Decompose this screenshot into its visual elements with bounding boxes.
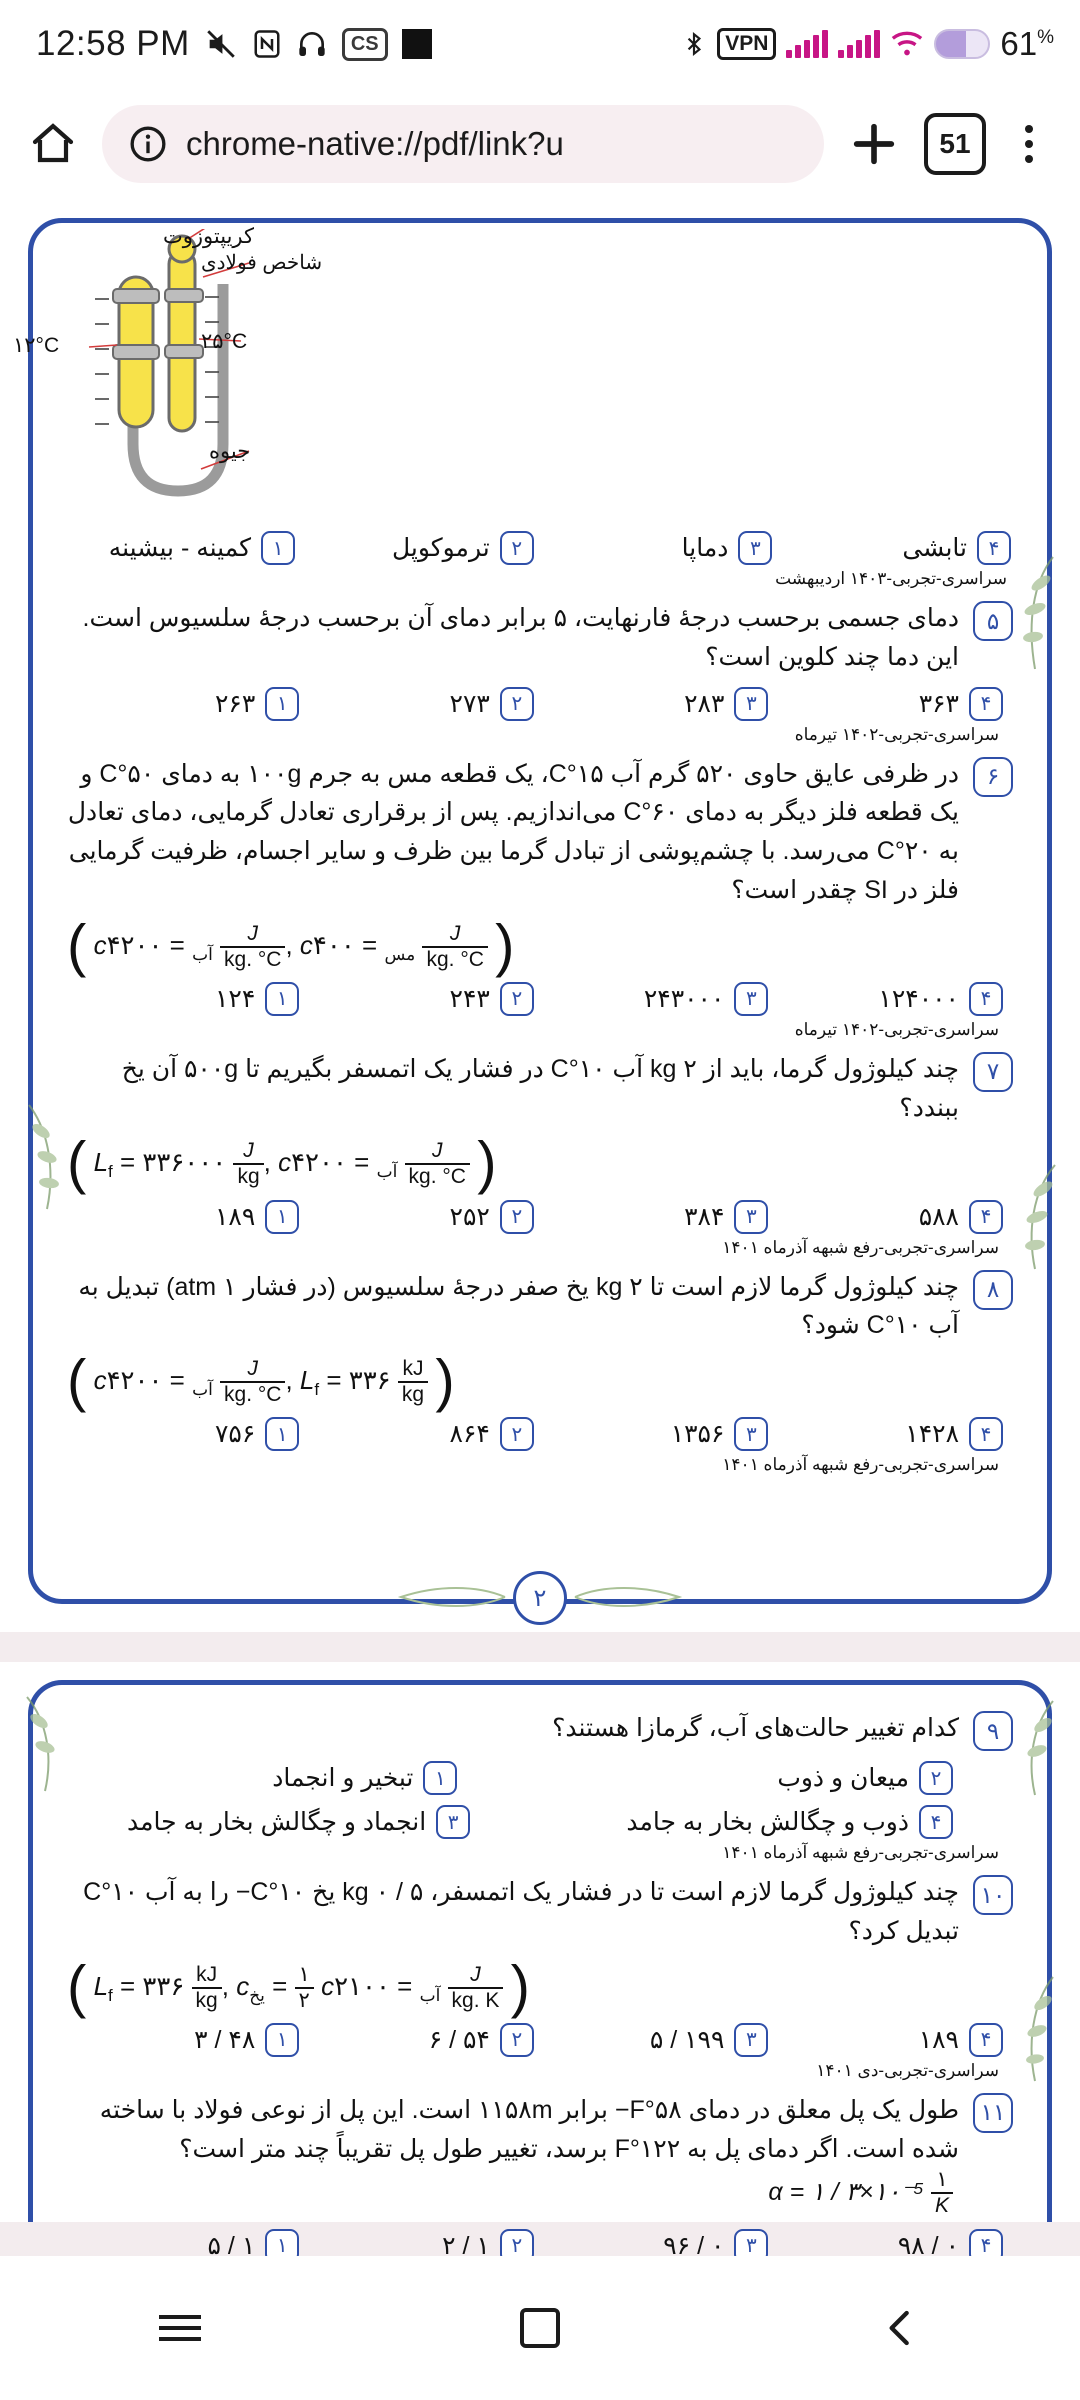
formula-unit-den: kg. °C <box>408 1165 466 1189</box>
formula-unit-den: kg. K <box>451 1988 500 2012</box>
status-bar-left <box>36 24 432 64</box>
formula-subscript: یخ <box>249 1985 265 2005</box>
option-label: ۰ / ۹۸ <box>897 2231 959 2256</box>
formula-frac-den: ۲ <box>298 1988 310 2012</box>
fig-label-mercury: جیوه <box>209 440 251 463</box>
option-4[interactable]: ۴ ۵۸۸ <box>781 1200 1003 1234</box>
formula-subscript: آب <box>419 1985 441 2005</box>
option-1[interactable]: ۱ ۲۶۳ <box>77 687 299 721</box>
formula-symbol: L <box>93 1970 109 2001</box>
formula-value: ۴۲۰۰ <box>291 1147 347 1178</box>
question-number: ۶ <box>973 757 1013 797</box>
option-label: تبخیر و انجماد <box>272 1764 414 1792</box>
question-number: ۱۰ <box>973 1875 1013 1915</box>
formula-value: ۴۰۰ <box>312 929 355 960</box>
formula-symbol: c <box>93 929 107 960</box>
question-number: ۹ <box>973 1711 1013 1751</box>
battery-icon <box>934 29 990 59</box>
signal-icon <box>786 30 828 58</box>
question-formula: ( c $_{آب}$ = ۴۲۰۰ $\frac{J}{kg. ^\circ C}$ , c $_{مس}$ = ۴۰۰ $\frac{J}{kg. ^\circ C}$ ) <box>67 913 515 979</box>
option-3[interactable]: ۳ ۳۸۴ <box>546 1200 768 1234</box>
battery-percent: 61% <box>1000 25 1054 62</box>
pdf-content <box>33 1685 1047 2256</box>
formula-symbol: c <box>278 1147 292 1178</box>
formula-value: ۳۳۶ <box>142 1970 185 2001</box>
option-label: ترموکوپل <box>391 534 490 562</box>
option-label: ۲۴۳ <box>449 984 490 1013</box>
formula-subscript: آب <box>376 1162 398 1182</box>
formula-unit-den: kg. °C <box>224 1383 282 1407</box>
formula-unit-den: kg. °C <box>426 947 484 971</box>
question-10 <box>59 1873 1021 2081</box>
formula-value: ۴۲۰۰ <box>106 1365 163 1396</box>
option-label: ۱۴۲۸ <box>905 1420 959 1449</box>
option-label: انجماد و چگالش بخار به جامد <box>127 1808 427 1836</box>
back-icon[interactable] <box>820 2283 980 2373</box>
tab-switcher-button[interactable]: 51 <box>924 113 986 175</box>
formula-symbol: c <box>236 1970 250 2001</box>
option-label: ۸۶۴ <box>449 1420 490 1449</box>
signal-icon <box>838 30 880 58</box>
option-label: ۲۷۳ <box>449 689 490 718</box>
option-1[interactable] <box>69 531 295 565</box>
option-3[interactable]: ۳ ۲۴۳۰۰۰ <box>546 982 768 1016</box>
question-formula: ( c $_{آب}$ = ۴۲۰۰ $\frac{J}{kg. ^\circ C}$ , $L_f$ = ۳۳۶ $\frac{kJ}{kg}$ ) <box>67 1348 455 1414</box>
option-label: ۲۸۳ <box>684 689 725 718</box>
option-row <box>67 1761 1013 1795</box>
option-label: ۴۸ / ۳ <box>194 2025 256 2054</box>
vpn-badge-icon: VPN <box>717 28 776 60</box>
option-label: ۵۴ / ۶ <box>428 2025 490 2054</box>
home-nav-icon[interactable] <box>460 2283 620 2373</box>
option-2[interactable] <box>308 531 534 565</box>
leaf-decoration-icon <box>1013 553 1061 678</box>
option-number: ۲ <box>500 531 534 565</box>
formula-unit-num: kJ <box>192 1963 222 1989</box>
option-1[interactable]: ۱ ۱۲۴ <box>77 982 299 1016</box>
option-3[interactable]: ۳ ۲۸۳ <box>546 687 768 721</box>
formula-unit-num: kJ <box>398 1357 428 1383</box>
formula-unit-den: kg <box>401 1383 425 1407</box>
browser-toolbar <box>0 88 1080 200</box>
option-1[interactable]: ۱ ۷۵۶ <box>77 1417 299 1451</box>
option-2[interactable]: ۲ ۲۵۲ <box>312 1200 534 1234</box>
option-label: ۲۴۳۰۰۰ <box>643 984 725 1013</box>
formula-symbol: c <box>93 1365 107 1396</box>
pdf-viewer[interactable] <box>0 200 1080 2256</box>
option-label: ۱۸۹ <box>918 2025 959 2054</box>
option-2[interactable]: ۲ ۲۷۳ <box>312 687 534 721</box>
formula-unit-den: kg <box>195 1988 218 2012</box>
option-label: تابشی <box>902 534 967 562</box>
option-1[interactable]: ۱ ۱ / ۵ <box>77 2229 299 2256</box>
option-4[interactable]: ۴ ذوب و چگالش بخار به جامد <box>623 1805 953 1839</box>
question-8 <box>59 1268 1021 1476</box>
question-text: چند کیلوژول گرما لازم است تا kg ۲ یخ صفر درجهٔ سلسیوس (در فشار atm ۱) تبدیل به آب C°۱۰ شود؟ <box>78 1272 959 1340</box>
status-bar-right <box>681 25 1054 63</box>
nfc-icon <box>252 27 282 61</box>
fig-label-25c: ۲۵°C <box>201 330 248 353</box>
mute-icon <box>204 27 238 61</box>
recents-icon[interactable] <box>100 2283 260 2373</box>
leaf-decoration-icon <box>23 1103 69 1218</box>
option-label: ۷۵۶ <box>214 1420 256 1449</box>
option-label: ۱۹۹ / ۵ <box>649 2025 725 2054</box>
formula-unit-num: J <box>405 1139 470 1165</box>
formula-unit-num: J <box>220 1357 285 1383</box>
page-number: ۲ <box>513 1571 567 1625</box>
leaf-decoration-icon <box>397 1583 507 1613</box>
alpha-formula <box>768 2168 953 2218</box>
option-1[interactable]: ۱ ۴۸ / ۳ <box>77 2023 299 2057</box>
formula-value: ۲۱۰۰ <box>334 1970 390 2001</box>
option-label: ۲۵۲ <box>449 1202 490 1231</box>
question-7 <box>59 1050 1021 1258</box>
alpha-value: α = ۱ / ۳×۱۰⁻⁵ <box>768 2178 925 2207</box>
option-2[interactable]: ۲ میعان و ذوب <box>623 1761 953 1795</box>
option-row <box>67 982 1013 1016</box>
question-source: سراسری-تجربی-رفع شبهه آذرماه ۱۴۰۱ <box>722 1843 999 1862</box>
option-row <box>67 2229 1013 2256</box>
question-text: چند کیلوژول گرما، باید از kg ۲ آب C°۱۰ در فشار یک اتمسفر بگیریم تا ۵۰۰g آن یخ ببندد؟ <box>121 1054 959 1122</box>
option-label: ۱ / ۲ <box>442 2231 490 2256</box>
option-label: ۵۸۸ <box>918 1202 959 1231</box>
question-source: سراسری-تجربی-رفع شبهه آذرماه ۱۴۰۱ <box>722 1237 999 1257</box>
formula-frac-num: ۱ <box>295 1963 314 1989</box>
formula-unit-num: J <box>448 1963 504 1989</box>
status-bar <box>0 0 1080 88</box>
option-4[interactable]: ۴ ۱۸۹ <box>781 2023 1003 2057</box>
option-label: ۱۲۴۰۰۰ <box>878 984 959 1013</box>
question-number: ۷ <box>973 1052 1013 1092</box>
fig-label-12c: ۱۲°C <box>13 334 60 357</box>
question-text <box>67 2091 959 2219</box>
question-source: سراسری-تجربی-رفع شبهه آذرماه ۱۴۰۱ <box>722 1455 999 1475</box>
option-label: ۱ / ۵ <box>207 2231 256 2256</box>
fig-label-steel-index: شاخص فولادی <box>201 252 323 274</box>
headphones-icon <box>296 27 328 61</box>
leaf-decoration-icon <box>1011 1699 1061 1804</box>
fig-label-top: کریپتوزوت <box>163 225 255 248</box>
question-6 <box>59 755 1021 1040</box>
option-4[interactable]: ۴ ۱۴۲۸ <box>781 1417 1003 1451</box>
leaf-decoration-icon <box>21 1695 67 1800</box>
page-border <box>13 218 1052 1612</box>
option-1[interactable]: ۱ تبخیر و انجماد <box>127 1761 457 1795</box>
question-number: ۵ <box>973 601 1013 641</box>
option-label: ۱۳۵۶ <box>670 1420 725 1449</box>
pdf-page-2 <box>0 1662 1080 2256</box>
question-text: چند کیلوژول گرما لازم است تا در فشار یک اتمسفر، kg ۰ / ۵ یخ C°۱۰− را به آب C°۱۰ تبدیل کرد؟ <box>83 1878 959 1945</box>
option-label: دماپا <box>681 534 729 562</box>
leaf-decoration-icon <box>1009 1163 1063 1278</box>
page-number-wrap <box>33 1571 1047 1625</box>
wifi-icon <box>890 29 924 59</box>
address-bar-url[interactable]: chrome-native://pdf/link?u <box>186 125 564 162</box>
pdf-content <box>33 531 1047 1475</box>
option-2[interactable]: ۲ ۸۶۴ <box>312 1417 534 1451</box>
option-4[interactable]: ۴ ۳۶۳ <box>781 687 1003 721</box>
black-square-icon <box>402 29 432 59</box>
formula-subscript: f <box>108 1162 113 1182</box>
formula-subscript: f <box>314 1380 320 1400</box>
address-bar[interactable] <box>102 105 824 183</box>
option-2[interactable]: ۲ ۵۴ / ۶ <box>312 2023 534 2057</box>
question-formula: ( $L_f$ = ۳۳۶ $\frac{kJ}{kg}$ , $c_{یخ}$ = $\frac{۱}{۲}$ c $_{آب}$ = ۲۱۰۰ $\frac{J}{kg. K}$ ) <box>67 1954 530 2020</box>
option-number: ۴ <box>977 531 1011 565</box>
option-label: ذوب و چگالش بخار به جامد <box>626 1808 909 1836</box>
option-label: ۳۸۴ <box>684 1202 725 1231</box>
option-3[interactable]: ۳ ۱۳۵۶ <box>546 1417 768 1451</box>
question-5 <box>59 599 1021 745</box>
thermometer-figure <box>13 225 1047 521</box>
question-number: ۱۱ <box>973 2093 1013 2133</box>
formula-unit-den: kg <box>237 1165 260 1189</box>
option-number: ۱ <box>261 531 295 565</box>
formula-subscript: f <box>108 1985 113 2005</box>
option-row <box>67 1200 1013 1234</box>
alpha-unit-den: K <box>934 2194 949 2218</box>
home-icon[interactable] <box>22 113 84 175</box>
question-formula: ( $L_f$ = ۳۳۶۰۰۰ $\frac{J}{kg}$ , c $_{آب}$ = ۴۲۰۰ $\frac{J}{kg. ^\circ C}$ ) <box>67 1131 497 1197</box>
formula-unit-den: kg. °C <box>224 947 282 971</box>
option-number: ۳ <box>738 531 772 565</box>
option-label: کمینه - بیشینه <box>108 534 252 562</box>
question-source: سراسری-تجربی-۱۴۰۲ تیرماه <box>794 724 999 744</box>
question-text: در ظرفی عایق حاوی ۵۲۰ گرم آب C°۱۵، یک قطعه مس به جرم ۱۰۰g به دمای C°۵۰ و یک قطعه فلز دیگر به دمای C°۶۰ می‌اندازیم. پس از برقراری تعادل گرمایی، دمای تعادل به C°۲۰ می‌رسد. با چشم‌پوشی از تبادل گرما بین ظرف و سایر اجسام، ظرفیت گرمایی فلز در SI چقدر است؟ <box>67 759 959 904</box>
question-text: دمای جسمی برحسب درجهٔ فارنهایت، ۵ برابر دمای آن برحسب درجهٔ سلسیوس است. این دما چند کلوین است؟ <box>82 604 959 671</box>
option-1[interactable]: ۱ ۱۸۹ <box>77 1200 299 1234</box>
option-row <box>67 1805 1013 1839</box>
question-number: ۸ <box>973 1270 1013 1310</box>
formula-subscript: آب <box>192 944 213 964</box>
formula-unit-num: J <box>233 1139 263 1165</box>
bluetooth-icon <box>681 27 707 61</box>
formula-value: ۳۳۶ <box>348 1365 391 1396</box>
question-source: سراسری-تجربی-۱۴۰۳ اردیبهشت <box>775 569 1007 588</box>
option-4[interactable] <box>785 531 1011 565</box>
formula-subscript: مس <box>384 944 416 964</box>
question-text-body: طول یک پل معلق در دمای F°۵۸− برابر ۱۱۵۸m است. این پل از نوعی فولاد با ساخته شده است. اگر دمای پل به F°۱۲۲ برسد، تغییر طول پل تقریباً چند متر است؟ <box>99 2095 959 2163</box>
status-clock: 12:58 PM <box>36 24 190 63</box>
option-row <box>67 2023 1013 2057</box>
system-navigation-bar <box>0 2256 1080 2400</box>
option-label: ۱۸۹ <box>214 1202 256 1231</box>
option-row <box>59 531 1021 565</box>
question-9 <box>59 1709 1021 1863</box>
option-2[interactable]: ۲ ۲۴۳ <box>312 982 534 1016</box>
leaf-decoration-icon <box>573 1583 683 1613</box>
more-options-icon[interactable] <box>1004 113 1054 175</box>
option-3[interactable]: ۳ انجماد و چگالش بخار به جامد <box>127 1805 470 1839</box>
option-4[interactable]: ۴ ۰ / ۹۸ <box>781 2229 1003 2256</box>
formula-value: ۴۲۰۰ <box>106 929 163 960</box>
formula-symbol: c <box>299 929 313 960</box>
option-label: میعان و ذوب <box>777 1764 909 1792</box>
info-icon[interactable] <box>128 124 168 164</box>
formula-symbol: c <box>321 1970 335 2001</box>
option-row <box>67 687 1013 721</box>
option-3[interactable] <box>546 531 772 565</box>
pdf-page-1 <box>0 200 1080 1632</box>
page-border <box>28 1680 1052 2256</box>
formula-subscript: آب <box>192 1380 213 1400</box>
formula-unit-num: J <box>220 922 285 948</box>
formula-symbol: L <box>93 1147 109 1178</box>
new-tab-icon[interactable] <box>842 112 906 176</box>
option-3[interactable]: ۳ ۱۹۹ / ۵ <box>546 2023 768 2057</box>
option-4[interactable]: ۴ ۱۲۴۰۰۰ <box>781 982 1003 1016</box>
option-label: ۲۶۳ <box>214 689 256 718</box>
option-2[interactable]: ۲ ۱ / ۲ <box>312 2229 534 2256</box>
page-separator <box>0 1632 1080 1662</box>
question-11 <box>59 2091 1021 2256</box>
option-3[interactable]: ۳ ۰ / ۹۶ <box>546 2229 768 2256</box>
option-row <box>67 1417 1013 1451</box>
formula-value: ۳۳۶۰۰۰ <box>142 1147 227 1178</box>
cs-badge-icon: CS <box>342 28 388 61</box>
formula-unit-num: J <box>422 922 487 948</box>
leaf-decoration-icon <box>1011 1975 1061 2090</box>
alpha-unit-num: ۱ <box>931 2168 953 2194</box>
formula-symbol: L <box>299 1365 315 1396</box>
question-text: کدام تغییر حالت‌های آب، گرمازا هستند؟ <box>552 1714 959 1742</box>
question-source: سراسری-تجربی-دی ۱۴۰۱ <box>816 2060 999 2080</box>
question-source: سراسری-تجربی-۱۴۰۲ تیرماه <box>794 1019 999 1039</box>
option-label: ۱۲۴ <box>214 984 256 1013</box>
option-label: ۰ / ۹۶ <box>663 2231 725 2256</box>
option-label: ۳۶۳ <box>918 689 959 718</box>
